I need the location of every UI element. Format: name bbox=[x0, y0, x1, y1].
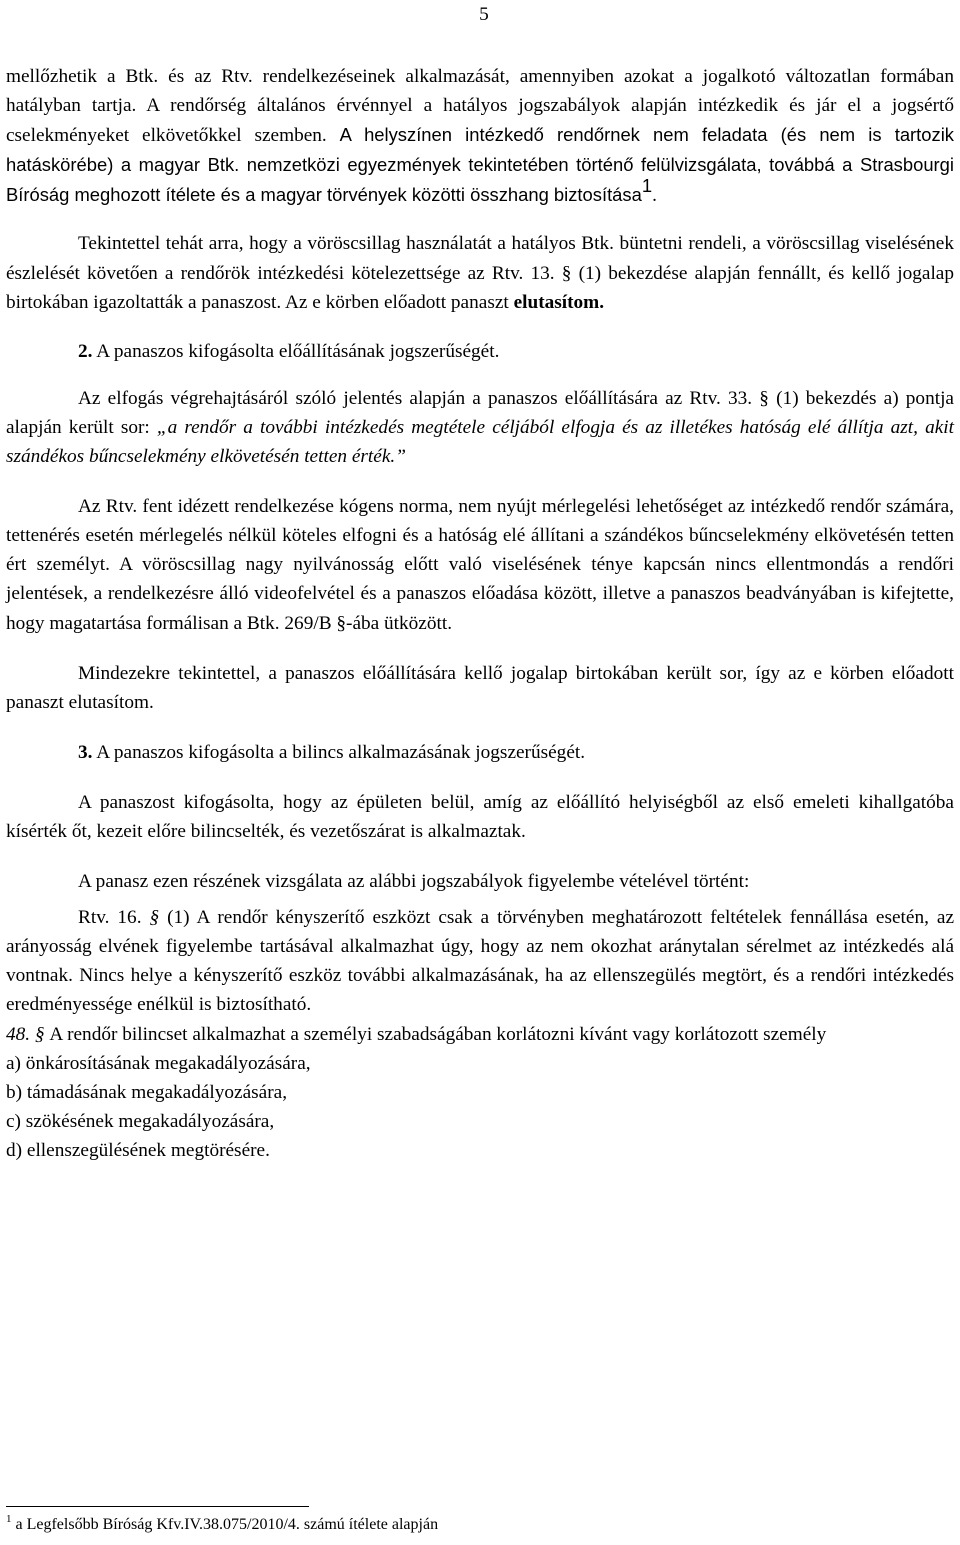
rtv-16-text: (1) A rendőr kényszerítő eszközt csak a törvényben meghatározott feltételek fennállása esetén, az arányosság elvének figyelembe tartásával alkalmazhat úgy, hogy az nem okozhat aránytalan sérelmet az intézkedés alá vontnak. Nincs helye a kényszerítő eszköz további alkalmazásának, ha az ellenszegülés megtört, és a rendőri intézkedés eredményessége enélkül is biztosítható. bbox=[6, 907, 955, 1016]
section-2-number: 2. bbox=[78, 340, 93, 362]
paragraph-1-part-a: mellőzhetik a Btk. és az Rtv. rendelkezéseinek alkalmazását, amennyiben azokat a jogalkotó változatlan formában hatályban tartja. A rendőrség általános érvénnyel a hatályos jogszabályok alapján intézkedik és jár el a jogsértő cselekményeket elkövetőkkel szemben. bbox=[6, 66, 954, 147]
paragraph-1-end: . bbox=[652, 185, 657, 207]
paragraph-rtv-16 bbox=[6, 903, 954, 1019]
paragraph-8: A panaszost kifogásolta, hogy az épületen belül, amíg az előállító helyiségből az első emeleti kihallgatóba kísérték őt, kezeit előre bilincselték, és vezetőszárat is alkalmaztak. bbox=[6, 791, 954, 842]
paragraph-9: A panasz ezen részének vizsgálata az alábbi jogszabályok figyelembe vételével történt: bbox=[78, 871, 750, 893]
law-quote-rtv-33: „a rendőr a további intézkedés megtétele céljából elfogja és az illetékes hatóság elé állítja azt, akit szándékos bűncselekmény elkövetésén tetten érték.” bbox=[6, 416, 954, 468]
rtv-48-prefix: 48. § bbox=[6, 1023, 50, 1045]
section-2-heading bbox=[6, 337, 954, 366]
section-3-number: 3. bbox=[78, 741, 93, 763]
section-3-title: A panaszos kifogásolta a bilincs alkalmazásának jogszerűségét. bbox=[92, 741, 586, 763]
footnote-reference: 1 bbox=[641, 175, 653, 197]
paragraph-rtv-48 bbox=[6, 1020, 954, 1049]
paragraph-4 bbox=[6, 384, 954, 471]
decision-rejected: elutasítom. bbox=[513, 291, 605, 313]
page-number: 5 bbox=[479, 4, 489, 25]
paragraph-6: Mindezekre tekintettel, a panaszos előállítására kellő jogalap birtokában került sor, így az e körben előadott panaszt elutasítom. bbox=[6, 662, 954, 713]
paragraph-2 bbox=[6, 229, 954, 316]
document-page bbox=[6, 0, 954, 1545]
paragraph-1 bbox=[6, 62, 954, 210]
paragraph-1-part-b: A helyszínen intézkedő rendőrnek nem feladata (és nem is tartozik hatáskörébe) a magyar Btk. nemzetközi egyezmények tekintetében történő felülvizsgálata, továbbá a Strasbourgi Bíróság meghozott ítélete és a magyar törvények közötti összhang biztosítása bbox=[6, 124, 954, 206]
paragraph-2-text: Tekintettel tehát arra, hogy a vöröscsillag használatát a hatályos Btk. büntetni rendeli, a vöröscsillag viselésének észlelését követően a rendőrök intézkedési kötelezettsége az Rtv. 13. § (1) bekezdése alapján fennállt, és kellő jogalap birtokában igazoltatták a panaszost. Az e körben előadott panaszt bbox=[6, 233, 954, 313]
section-2-title: A panaszos kifogásolta előállításának jogszerűségét. bbox=[92, 340, 500, 362]
list-item: b) támadásának megakadályozására, bbox=[6, 1081, 288, 1103]
list-item: a) önkárosításának megakadályozására, bbox=[6, 1052, 311, 1074]
footnote-separator bbox=[6, 1506, 309, 1507]
list-item: c) szökésének megakadályozására, bbox=[6, 1110, 275, 1132]
rtv-16-prefix: Rtv. 16. bbox=[78, 907, 150, 929]
footnote-text: a Legfelsőbb Bíróság Kfv.IV.38.075/2010/4. számú ítélete alapján bbox=[11, 1516, 439, 1533]
section-3-heading bbox=[6, 738, 954, 767]
body-text bbox=[6, 62, 954, 1165]
footnote bbox=[6, 1514, 438, 1536]
section-sign: § bbox=[149, 907, 160, 929]
footnote-marker: 1 bbox=[6, 1513, 12, 1525]
rtv-48-text: A rendőr bilincset alkalmazhat a személyi szabadságában korlátozni kívánt vagy korlátozott személy bbox=[49, 1023, 827, 1045]
paragraph-5: Az Rtv. fent idézett rendelkezése kógens norma, nem nyújt mérlegelési lehetőséget az intézkedő rendőr számára, tettenérés esetén mérlegelés nélkül köteles elfogni és a hatóság elé állítani a szándékos bűncselekmény elkövetésén tetten ért személyt. A vöröscsillag nagy nyilvánosság előtt való viselésének ténye kapcsán nincs ellentmondás a rendőri jelentések, a rendelkezésre álló videofelvétel és a panaszos előadása között, illetve a panaszos beadványában is kifejtette, hogy magatartása formálisan a Btk. 269/B §-ába ütközött. bbox=[6, 496, 954, 634]
paragraph-4-text: Az elfogás végrehajtásáról szóló jelentés alapján a panaszos előállítására az Rtv. 33. § (1) bekezdés a) pontja alapján került sor: bbox=[6, 387, 954, 438]
list-item: d) ellenszegülésének megtörésére. bbox=[6, 1139, 270, 1161]
